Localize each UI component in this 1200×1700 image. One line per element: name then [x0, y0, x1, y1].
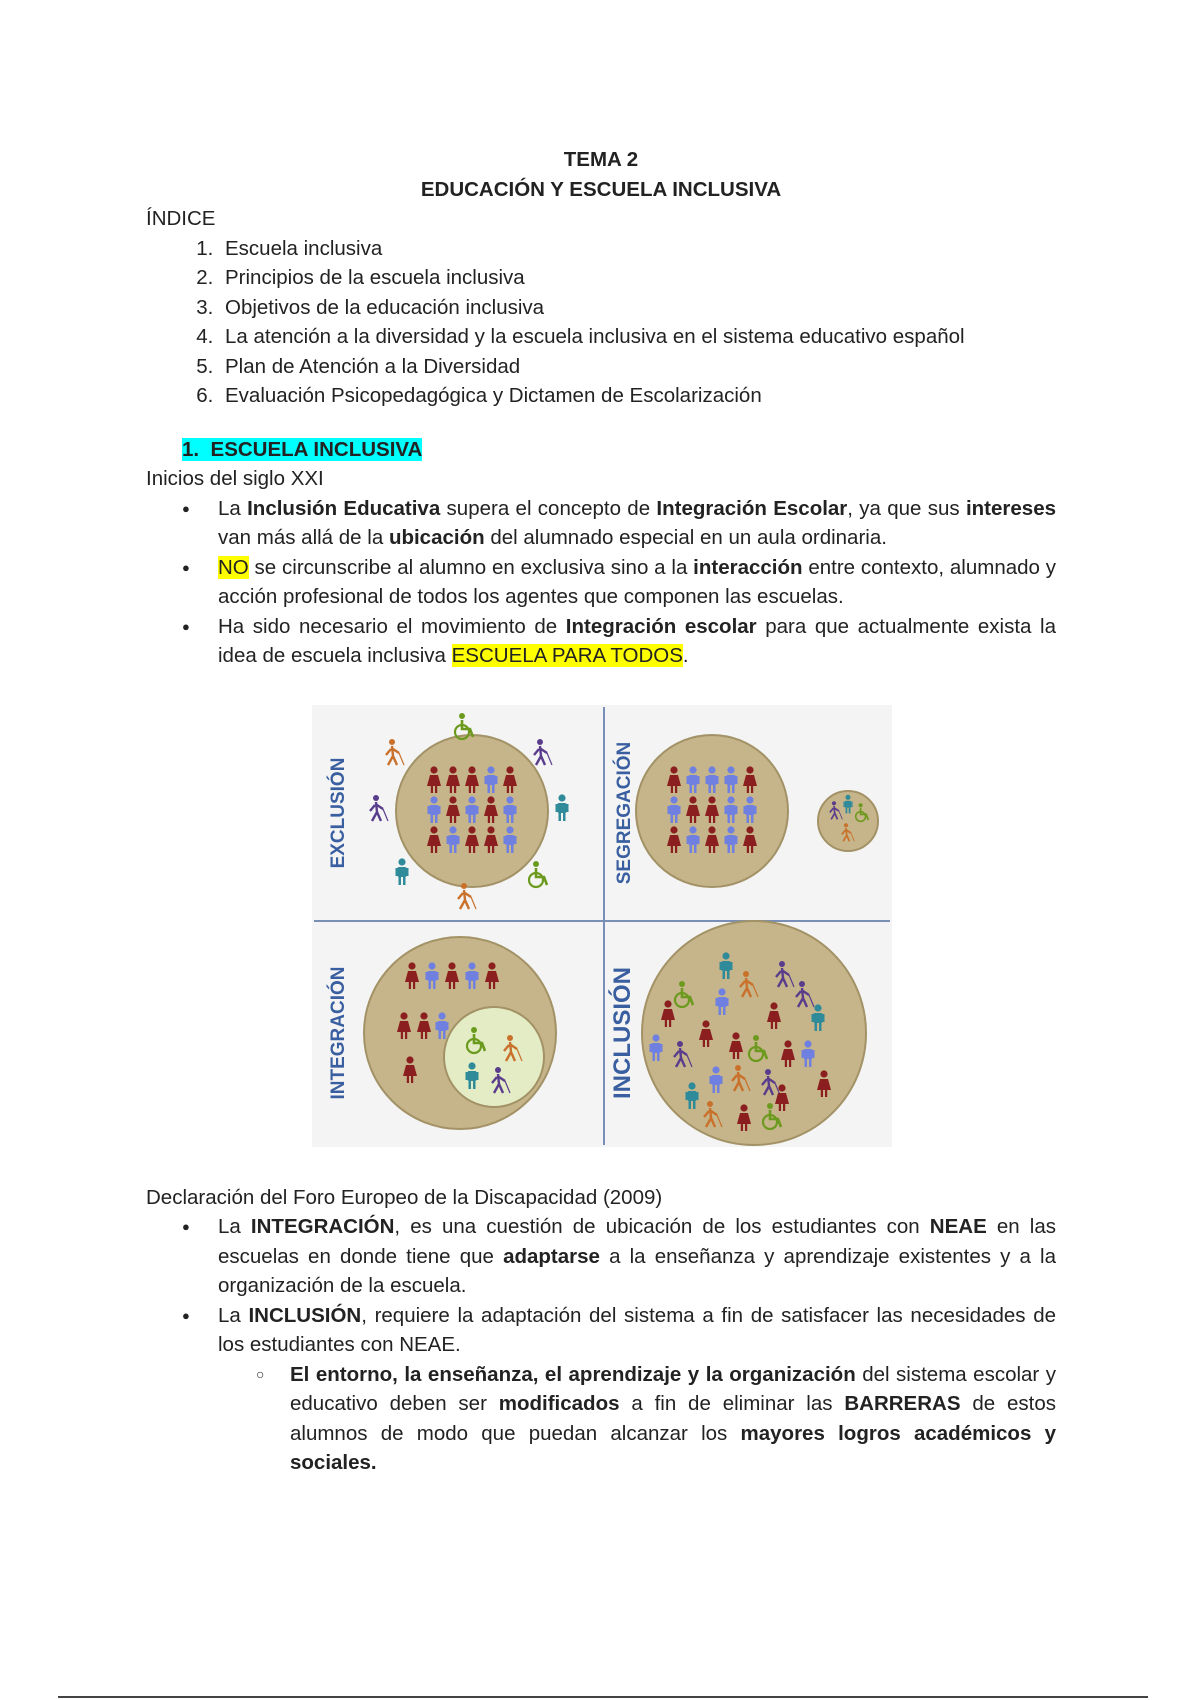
- bold-run: mayores logros académicos y sociales.: [290, 1421, 1056, 1474]
- text-run: del sistema escolar y educativo deben ser: [290, 1362, 1056, 1415]
- highlight-run: ESCUELA PARA TODOS: [451, 644, 683, 667]
- document-title: EDUCACIÓN Y ESCUELA INCLUSIVA: [420, 177, 782, 201]
- bold-run: ubicación: [388, 526, 485, 549]
- index-item: 2. Principios de la escuela inclusiva: [219, 263, 1056, 293]
- bold-run: INCLUSIÓN: [248, 1303, 362, 1327]
- text-run: del alumnado especial en un aula ordinaria.: [484, 526, 887, 549]
- segregation-small-circle: [818, 791, 878, 851]
- text-run: La: [218, 496, 248, 520]
- bold-run: Integración Escolar: [656, 496, 848, 520]
- bold-run: BARRERAS: [844, 1392, 961, 1415]
- label-segregacion: SEGREGACIÓN: [614, 741, 635, 884]
- sub-bullet-entorno: [290, 1360, 1056, 1478]
- text-run: a fin de eliminar las: [619, 1392, 845, 1415]
- inclusion-diagram-figure: [312, 705, 892, 1147]
- bold-run: intereses: [965, 496, 1056, 520]
- section-1-heading: [146, 435, 1056, 465]
- bold-run: adaptarse: [503, 1244, 600, 1268]
- text-run: en las escuelas en donde tiene que: [218, 1215, 1056, 1268]
- index-item: 6. Evaluación Psicopedagógica y Dictamen de Escolarización: [219, 381, 1056, 411]
- label-inclusion: INCLUSIÓN: [609, 966, 636, 1099]
- bullet-inclusion-educativa: [218, 494, 1056, 553]
- spacer: [146, 1147, 1056, 1183]
- highlight-run: NO: [218, 555, 249, 579]
- document-page: [146, 145, 1056, 1478]
- bold-run: Integración escolar: [565, 614, 757, 638]
- text-run: para que actualmente exista la idea de escuela inclusiva: [218, 614, 1056, 667]
- declaration-bullets: [146, 1212, 1056, 1478]
- text-run: se circunscribe al alumno en exclusiva sino a la: [248, 555, 694, 579]
- text-run: entre contexto, alumnado y acción profesional de todos los agentes que componen las escuelas.: [218, 555, 1056, 608]
- bullet-inclusion: [218, 1301, 1056, 1478]
- label-integracion: INTEGRACIÓN: [328, 966, 349, 1099]
- text-run: , es una cuestión de ubicación de los estudiantes con: [394, 1215, 930, 1238]
- bold-run: El entorno, la enseñanza, el aprendizaje y la organización: [290, 1362, 856, 1386]
- index-item: 5. Plan de Atención a la Diversidad: [219, 352, 1056, 382]
- text-run: , ya que sus: [847, 496, 966, 520]
- bold-run: NEAE: [929, 1215, 987, 1238]
- index-item: 3. Objetivos de la educación inclusiva: [219, 293, 1056, 323]
- section-1-title-highlight: [182, 438, 422, 461]
- text-run: , requiere la adaptación del sistema a fin de satisfacer las necesidades de los estudiantes con NEAE.: [218, 1303, 1056, 1356]
- text-run: La: [218, 1215, 251, 1238]
- bullet-no-circunscribe: [218, 553, 1056, 612]
- text-run: van más allá de la: [218, 526, 389, 549]
- section-1-number: 1.: [182, 437, 200, 461]
- index-label: ÍNDICE: [146, 207, 216, 230]
- declaration-title: Declaración del Foro Europeo de la Discapacidad (2009): [146, 1185, 663, 1209]
- bold-run: interacción: [693, 555, 803, 579]
- index-list: [146, 234, 1056, 411]
- index-item: 1. Escuela inclusiva: [219, 234, 1056, 264]
- text-run: Ha sido necesario el movimiento de: [218, 614, 566, 638]
- text-run: La: [218, 1303, 249, 1327]
- inclusion-diagram: [312, 705, 892, 1147]
- text-run: de estos alumnos de modo que puedan alcanzar los: [290, 1392, 1056, 1445]
- label-exclusion: EXCLUSIÓN: [328, 757, 349, 868]
- bullet-integracion: [218, 1212, 1056, 1301]
- section-1-title: ESCUELA INCLUSIVA: [210, 437, 423, 461]
- tema-heading: TEMA 2: [563, 148, 639, 171]
- text-run: a la enseñanza y aprendizaje existentes y a la organización de la escuela.: [218, 1244, 1056, 1297]
- inclusion-sub-bullets: [218, 1360, 1056, 1478]
- bold-run: Inclusión Educativa: [247, 496, 441, 520]
- text-run: .: [682, 644, 689, 667]
- index-item: 4. La atención a la diversidad y la escuela inclusiva en el sistema educativo español: [219, 322, 1056, 352]
- footer-divider: [58, 1696, 1148, 1698]
- bold-run: modificados: [498, 1392, 620, 1415]
- inclusion-circle: [642, 921, 866, 1145]
- bullet-integracion-escolar: [218, 612, 1056, 671]
- bold-run: INTEGRACIÓN: [250, 1215, 395, 1238]
- text-run: supera el concepto de: [440, 496, 657, 520]
- section-1-subtitle: Inicios del siglo XXI: [146, 467, 324, 490]
- section-1-bullets: [146, 494, 1056, 671]
